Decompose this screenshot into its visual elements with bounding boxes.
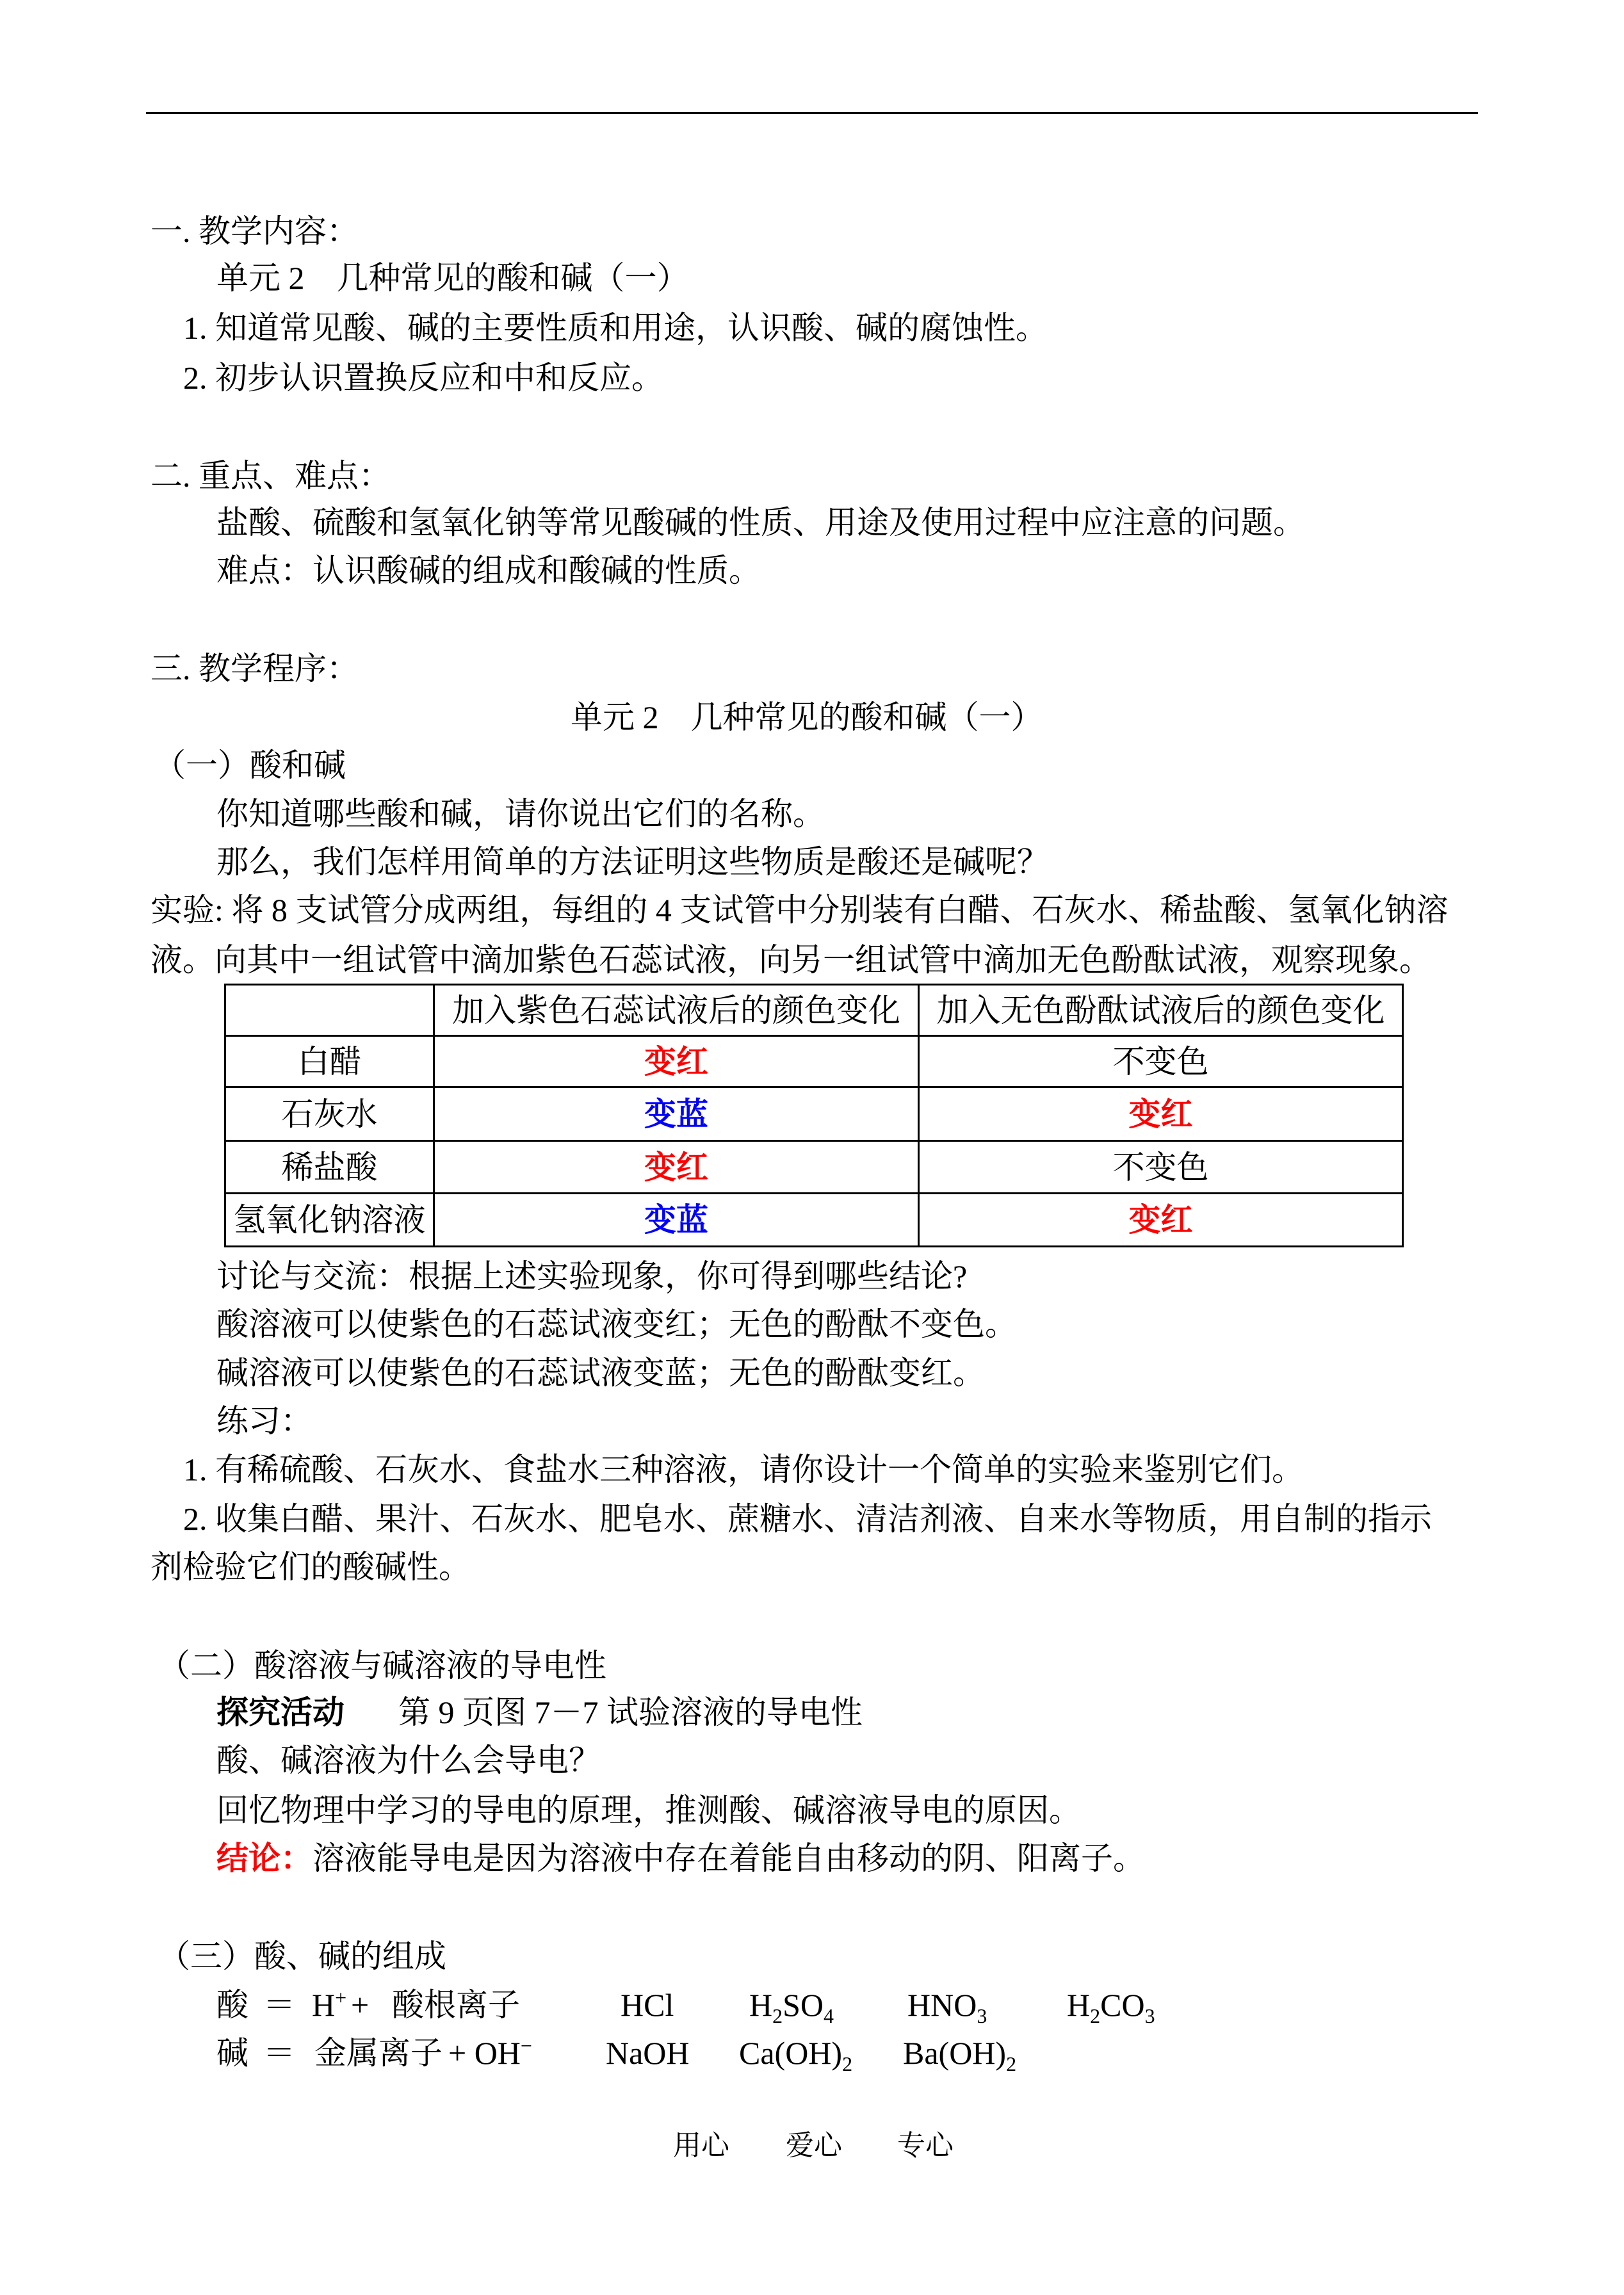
phenolphthalein-result-cell: 变红 xyxy=(919,1194,1403,1247)
litmus-result-cell: 变蓝 xyxy=(434,1087,919,1141)
base-conclusion: 碱溶液可以使紫色的石蕊试液变蓝；无色的酚酞变红。 xyxy=(216,1355,985,1391)
phenolphthalein-result-cell: 不变色 xyxy=(919,1141,1403,1194)
equals-sign: ＝ xyxy=(263,2035,295,2071)
acid-example: $HNO_3$ xyxy=(907,1987,987,2027)
table-header-row xyxy=(225,985,1403,1036)
acid-name: 酸 xyxy=(216,1987,248,2023)
metal-ion: 金属离子 xyxy=(314,2035,443,2071)
base-formula-line xyxy=(0,2034,1624,2075)
table-corner-cell xyxy=(225,985,434,1036)
base-name: 碱 xyxy=(216,2035,248,2071)
substance-cell: 白醋 xyxy=(225,1036,434,1087)
plus-sign: + xyxy=(351,1987,369,2023)
practice-item: 1. 有稀硫酸、石灰水、食盐水三种溶液，请你设计一个简单的实验来鉴别它们。 xyxy=(183,1452,1304,1488)
experiment-line: 实验: 将 8 支试管分成两组，每组的 4 支试管中分别装有白醋、石灰水、稀盐酸、氢氧化钠溶 xyxy=(150,892,1449,928)
equals-sign: ＝ xyxy=(263,1987,295,2023)
acid-conclusion: 酸溶液可以使紫色的石蕊试液变红；无色的酚酞不变色。 xyxy=(216,1306,1017,1342)
footer-text: 用心 xyxy=(673,2130,729,2161)
litmus-result-cell: 变红 xyxy=(434,1141,919,1194)
table-header-litmus: 加入紫色石蕊试液后的颜色变化 xyxy=(434,985,919,1036)
table-row xyxy=(225,1036,1403,1087)
question-2: 那么，我们怎样用简单的方法证明这些物质是酸还是碱呢？ xyxy=(216,844,1049,880)
base-example: $Ba(OH)_2$ xyxy=(903,2035,1017,2075)
acid-example: HCl xyxy=(621,1987,674,2023)
discussion-prompt: 讨论与交流：根据上述实验现象，你可得到哪些结论? xyxy=(216,1258,968,1294)
activity-text: 第 9 页图 7－7 试验溶液的导电性 xyxy=(398,1694,863,1730)
section3-heading: 三. 教学程序： xyxy=(150,651,359,686)
phenolphthalein-result-cell: 不变色 xyxy=(919,1036,1403,1087)
section1-item: 2. 初步认识置换反应和中和反应。 xyxy=(183,360,663,396)
part1-heading: （一）酸和碱 xyxy=(154,747,346,783)
table-row xyxy=(225,1194,1403,1247)
section2-heading: 二. 重点、难点： xyxy=(150,458,391,494)
difficult-point: 难点：认识酸碱的组成和酸碱的性质。 xyxy=(216,553,761,588)
conclusion-label: 结论： xyxy=(216,1840,313,1876)
section1-heading: 一. 教学内容： xyxy=(150,213,359,249)
recall-text: 回忆物理中学习的导电的原理，推测酸、碱溶液导电的原因。 xyxy=(216,1792,1081,1828)
acid-radical-ion: 酸根离子 xyxy=(392,1987,520,2023)
indicator-table xyxy=(224,984,1404,1247)
footer-text: 爱心 xyxy=(786,2130,842,2161)
conclusion-text: 溶液能导电是因为溶液中存在着能自由移动的阴、阳离子。 xyxy=(313,1840,1145,1876)
section1-unit: 单元 2 几种常见的酸和碱（一） xyxy=(216,260,689,296)
part3-heading: （三）酸、碱的组成 xyxy=(158,1938,446,1974)
table-row xyxy=(225,1141,1403,1194)
question-1: 你知道哪些酸和碱，请你说出它们的名称。 xyxy=(216,796,825,832)
table-header-phenolphthalein: 加入无色酚酞试液后的颜色变化 xyxy=(919,985,1403,1036)
phenolphthalein-result-cell: 变红 xyxy=(919,1087,1403,1141)
substance-cell: 氢氧化钠溶液 xyxy=(225,1194,434,1247)
litmus-result-cell: 变红 xyxy=(434,1036,919,1087)
base-example: $Ca(OH)_2$ xyxy=(739,2035,853,2075)
conductivity-question: 酸、碱溶液为什么会导电？ xyxy=(216,1742,601,1778)
practice-label: 练习： xyxy=(216,1403,313,1439)
litmus-result-cell: 变蓝 xyxy=(434,1194,919,1247)
header-rule xyxy=(146,112,1478,114)
hydrogen-ion: H+ xyxy=(312,1986,347,2023)
substance-cell: 稀盐酸 xyxy=(225,1141,434,1194)
acid-formula-line xyxy=(0,1986,1624,2027)
acid-example: $H_2SO_4$ xyxy=(749,1987,834,2027)
conclusion-line xyxy=(216,1839,1145,1877)
acid-example: $H_2CO_3$ xyxy=(1067,1987,1155,2027)
activity-label: 探究活动 xyxy=(216,1694,345,1730)
part2-heading: （二）酸溶液与碱溶液的导电性 xyxy=(158,1648,606,1683)
experiment-line: 液。向其中一组试管中滴加紫色石蕊试液，向另一组试管中滴加无色酚酞试液，观察现象。 xyxy=(150,942,1431,978)
hydroxide-ion: + OH− xyxy=(448,2034,532,2071)
footer-text: 专心 xyxy=(897,2130,954,2161)
key-point: 盐酸、硫酸和氢氧化钠等常见酸碱的性质、用途及使用过程中应注意的问题。 xyxy=(216,505,1305,540)
unit-title: 单元 2 几种常见的酸和碱（一） xyxy=(571,699,1043,735)
substance-cell: 石灰水 xyxy=(225,1087,434,1141)
section1-item: 1. 知道常见酸、碱的主要性质和用途，认识酸、碱的腐蚀性。 xyxy=(183,310,1048,346)
practice-item-continued: 剂检验它们的酸碱性。 xyxy=(150,1549,471,1585)
practice-item: 2. 收集白醋、果汁、石灰水、肥皂水、蔗糖水、清洁剂液、自来水等物质，用自制的指示 xyxy=(183,1501,1432,1537)
table-row xyxy=(225,1087,1403,1141)
base-example: NaOH xyxy=(606,2035,690,2071)
